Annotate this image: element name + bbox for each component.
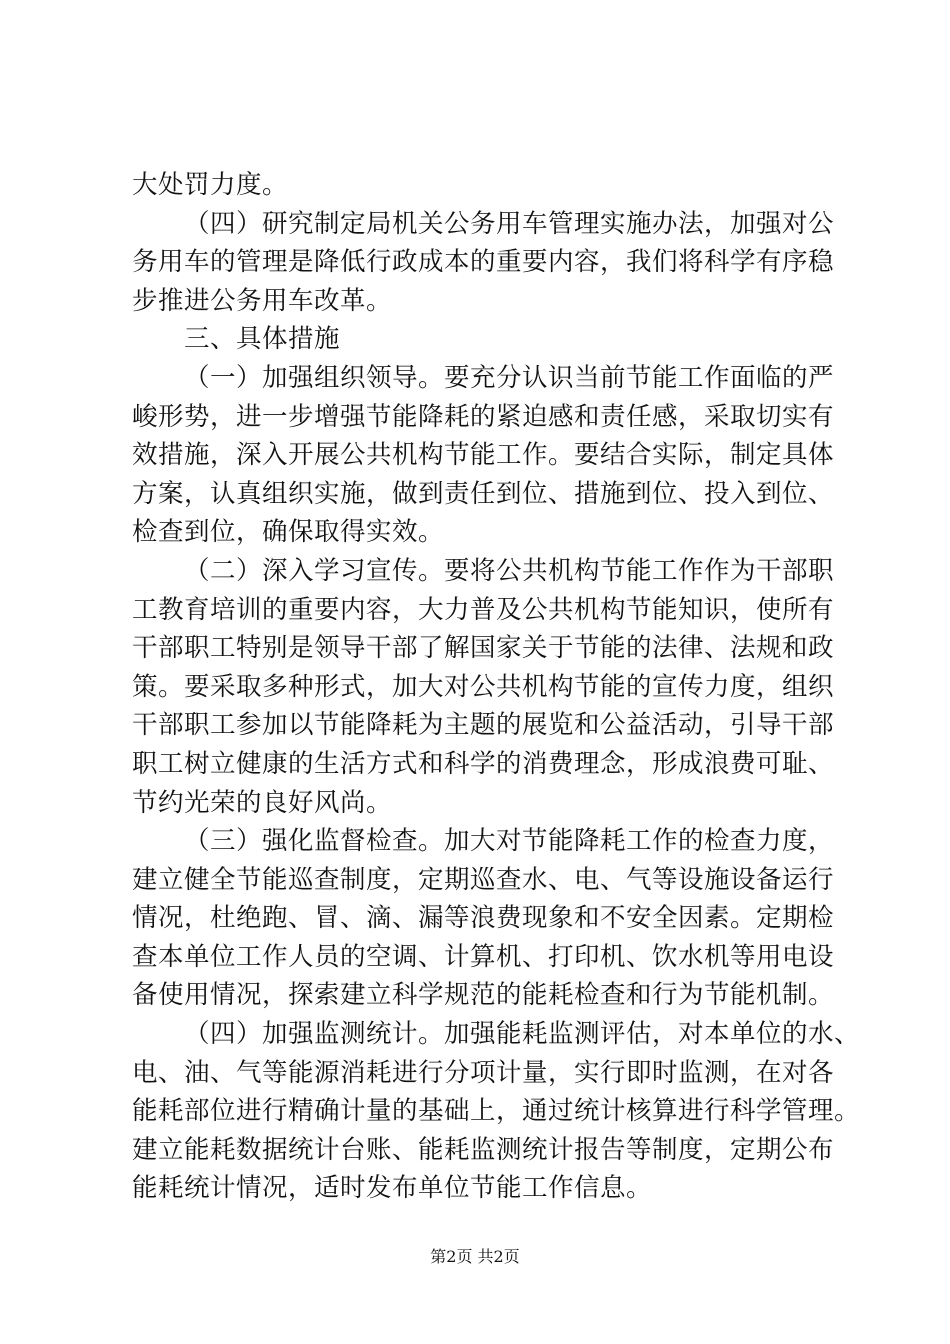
paragraph-line: 能耗部位进行精确计量的基础上，通过统计核算进行科学管理。 (132, 1096, 861, 1127)
paragraph-line: 干部职工参加以节能降耗为主题的展览和公益活动，引导干部 (132, 710, 835, 741)
paragraph-line: 能耗统计情况，适时发布单位节能工作信息。 (132, 1173, 653, 1204)
paragraph-line: （二）深入学习宣传。要将公共机构节能工作作为干部职 (184, 555, 835, 586)
paragraph-line: 电、油、气等能源消耗进行分项计量，实行即时监测，在对各 (132, 1057, 835, 1088)
page-number-footer: 第2页 共2页 (430, 1247, 520, 1266)
paragraph-line: 方案，认真组织实施，做到责任到位、措施到位、投入到位、 (132, 478, 835, 509)
paragraph-line: 建立能耗数据统计台账、能耗监测统计报告等制度，定期公布 (132, 1134, 835, 1165)
paragraph-line: （四）加强监测统计。加强能耗监测评估，对本单位的水、 (184, 1019, 861, 1050)
paragraph-line: 情况，杜绝跑、冒、滴、漏等浪费现象和不安全因素。定期检 (132, 903, 835, 934)
paragraph-line: 步推进公务用车改革。 (132, 285, 393, 316)
paragraph-line: 节约光荣的良好风尚。 (132, 787, 393, 818)
paragraph-line: （一）加强组织领导。要充分认识当前节能工作面临的严 (184, 362, 835, 393)
paragraph-line: 大处罚力度。 (132, 170, 289, 200)
paragraph-line: （四）研究制定局机关公务用车管理实施办法，加强对公 (184, 208, 835, 239)
paragraph-line: 干部职工特别是领导干部了解国家关于节能的法律、法规和政 (132, 633, 835, 664)
document-body (132, 166, 861, 1208)
section-heading: 三、具体措施 (184, 324, 341, 355)
paragraph-line: 备使用情况，探索建立科学规范的能耗检查和行为节能机制。 (132, 980, 835, 1011)
paragraph-line: 工教育培训的重要内容，大力普及公共机构节能知识，使所有 (132, 594, 835, 625)
paragraph-line: 务用车的管理是降低行政成本的重要内容，我们将科学有序稳 (132, 247, 835, 278)
paragraph-line: 峻形势，进一步增强节能降耗的紧迫感和责任感，采取切实有 (132, 401, 835, 432)
paragraph-line: 效措施，深入开展公共机构节能工作。要结合实际，制定具体 (132, 440, 835, 471)
paragraph-line: （三）强化监督检查。加大对节能降耗工作的检查力度， (184, 826, 835, 857)
paragraph-line: 职工树立健康的生活方式和科学的消费理念，形成浪费可耻、 (132, 748, 835, 779)
paragraph-line: 建立健全节能巡查制度，定期巡查水、电、气等设施设备运行 (132, 864, 835, 895)
paragraph-line: 检查到位，确保取得实效。 (132, 517, 445, 548)
paragraph-line: 查本单位工作人员的空调、计算机、打印机、饮水机等用电设 (132, 941, 835, 972)
paragraph-line: 策。要采取多种形式，加大对公共机构节能的宣传力度，组织 (132, 671, 835, 702)
